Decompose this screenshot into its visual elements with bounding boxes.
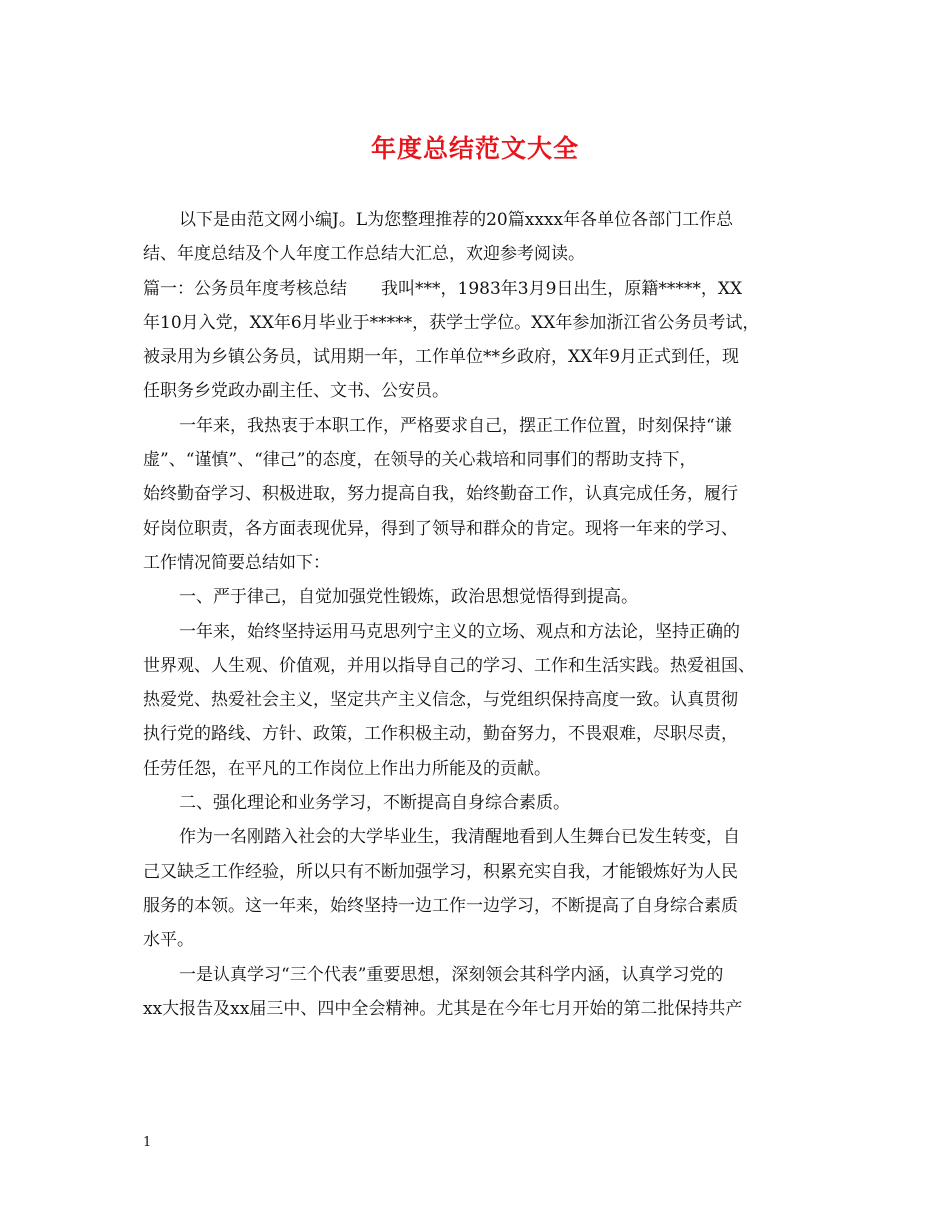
text-line: 结、年度总结及个人年度工作总结大汇总，欢迎参考阅读。 — [143, 244, 585, 265]
text-line: 执行党的路线、方针、政策，工作积极主动，勤奋努力，不畏艰难，尽职尽责， — [143, 724, 738, 745]
document-title: 年度总结范文大全 — [370, 134, 579, 163]
text-line: 以下是由范文网小编J。L为您整理推荐的20篇xxxx年各单位各部门工作总 — [179, 210, 734, 230]
text-line: 虚”、“谨慎”、“律己”的态度，在领导的关心栽培和同事们的帮助支持下， — [143, 450, 697, 471]
text-line: 一是认真学习“三个代表”重要思想，深刻领会其科学内涵，认真学习党的 — [179, 964, 724, 985]
text-line: 一年来，我热衷于本职工作，严格要求自己，摆正工作位置，时刻保持“谦 — [179, 415, 732, 436]
text-line: 热爱党、热爱社会主义，坚定共产主义信念，与党组织保持高度一致。认真贯彻 — [143, 690, 738, 711]
text-line: 任职务乡党政办副主任、文书、公安员。 — [143, 381, 449, 402]
text-line: 作为一名刚踏入社会的大学毕业生，我清醒地看到人生舞台已发生转变，自 — [179, 827, 740, 848]
text-line: 一、严于律己，自觉加强党性锻炼，政治思想觉悟得到提高。 — [179, 587, 638, 608]
text-line: 任劳任怨，在平凡的工作岗位上作出力所能及的贡献。 — [143, 758, 551, 779]
document-body — [143, 203, 803, 1026]
text-line: 年10月入党，XX年6月毕业于*****，获学士学位。XX年参加浙江省公务员考试， — [143, 312, 760, 333]
text-line: 好岗位职责，各方面表现优异，得到了领导和群众的肯定。现将一年来的学习、 — [143, 518, 738, 539]
text-line: xx大报告及xx届三中、四中全会精神。尤其是在今年七月开始的第二批保持共产 — [143, 998, 743, 1019]
text-line: 二、强化理论和业务学习，不断提高自身综合素质。 — [179, 793, 570, 814]
text-line: 世界观、人生观、价值观，并用以指导自己的学习、工作和生活实践。热爱祖国、 — [143, 655, 755, 676]
text-line: 一年来，始终坚持运用马克思列宁主义的立场、观点和方法论，坚持正确的 — [179, 621, 740, 642]
text-line: 水平。 — [143, 930, 194, 951]
text-line: 己又缺乏工作经验，所以只有不断加强学习，积累充实自我，才能锻炼好为人民 — [143, 861, 738, 882]
text-line: 工作情况简要总结如下： — [143, 552, 330, 573]
page-number: 1 — [143, 1135, 152, 1150]
text-line: 始终勤奋学习、积极进取，努力提高自我，始终勤奋工作，认真完成任务，履行 — [143, 484, 738, 505]
text-line: 服务的本领。这一年来，始终坚持一边工作一边学习，不断提高了自身综合素质 — [143, 895, 738, 916]
text-line: 被录用为乡镇公务员，试用期一年，工作单位**乡政府，XX年9月正式到任，现 — [143, 347, 740, 368]
text-line: 篇一：公务员年度考核总结 我叫***，1983年3月9日出生，原籍*****，XX — [143, 278, 743, 299]
